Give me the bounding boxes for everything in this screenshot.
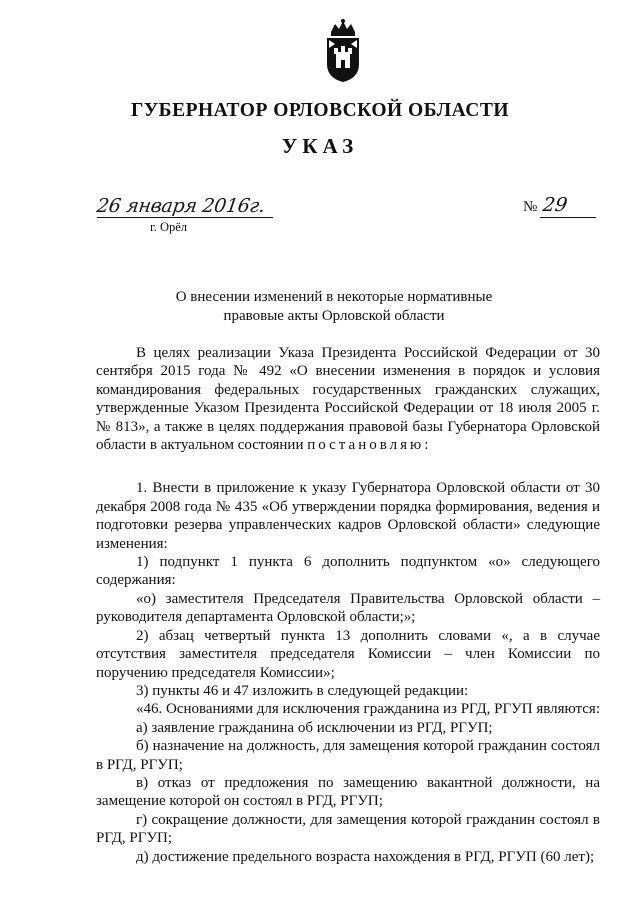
decree-word: постановляю: <box>307 437 432 454</box>
decree-date: 26 января 2016г. <box>95 195 267 217</box>
preamble-text: В целях реализации Указа Президента Российской Федерации от 30 сентября 2015 года № 492 «О внесении изменения в порядок и условия командирования федеральных государственных гражданских служащих, утвержденные Указом Президента Российской Федерации от 18 июля 2005 г. № 813», а также в целях поддержания правовой базы Губернатора Орловской области в актуальном состоянии <box>96 345 600 454</box>
governor-title: ГУБЕРНАТОР ОРЛОВСКОЙ ОБЛАСТИ <box>130 100 510 121</box>
decree-number: 29 <box>541 194 569 216</box>
subitem-1: 1) подпункт 1 пункта 6 дополнить подпунктом «о» следующего содержания: <box>96 554 600 589</box>
subject-line-1: О внесении изменений в некоторые нормативные <box>175 289 493 305</box>
decree-city: г. Орёл <box>150 220 188 234</box>
paragraph-46-b: б) назначение на должность, для замещения которой гражданин состоял в РГД, РГУП; <box>96 738 600 773</box>
number-underline <box>540 217 596 218</box>
paragraph-46-a: а) заявление гражданина об исключении из РГД, РГУП; <box>136 719 493 736</box>
paragraph-46: «46. Основаниями для исключения гражданина из РГД, РГУП являются: <box>136 701 600 718</box>
paragraph-46-e: д) достижение предельного возраста нахождения в РГД, РГУП (60 лет); <box>136 848 595 865</box>
subitem-2: 2) абзац четвертый пункта 13 дополнить словами «, а в случае отсутствия заместителя председателя Комиссии – член Комиссии по поручению председателя Комиссии»; <box>96 627 600 681</box>
number-label: № <box>523 199 538 215</box>
paragraph-46-d: г) сокращение должности, для замещения которой гражданин состоял в РГД, РГУП; <box>96 811 600 847</box>
subitem-3: 3) пункты 46 и 47 изложить в следующей редакции: <box>136 682 469 699</box>
subject-line-2: правовые акты Орловской области <box>223 308 445 324</box>
paragraph-46-c: в) отказ от предложения по замещению вакантной должности, на замещение которой он состоял в РГД, РГУП; <box>96 774 600 810</box>
decree-body <box>96 344 600 866</box>
decree-subject <box>0 288 640 326</box>
subitem-1-text: «о) заместителя Председателя Правительства Орловской области – руководителя департамента Орловской области;»; <box>96 590 600 626</box>
preamble-paragraph <box>96 344 600 454</box>
item-1: 1. Внести в приложение к указу Губернатора Орловской области от 30 декабря 2008 года № 435 «Об утверждении порядка формирования, ведения и подготовки резерва управленческих кадров Орловской области» следующие изменения: <box>96 480 600 552</box>
decree-title: УКАЗ <box>281 134 359 158</box>
date-underline <box>97 217 273 218</box>
orel-coat-of-arms-icon <box>321 18 365 84</box>
